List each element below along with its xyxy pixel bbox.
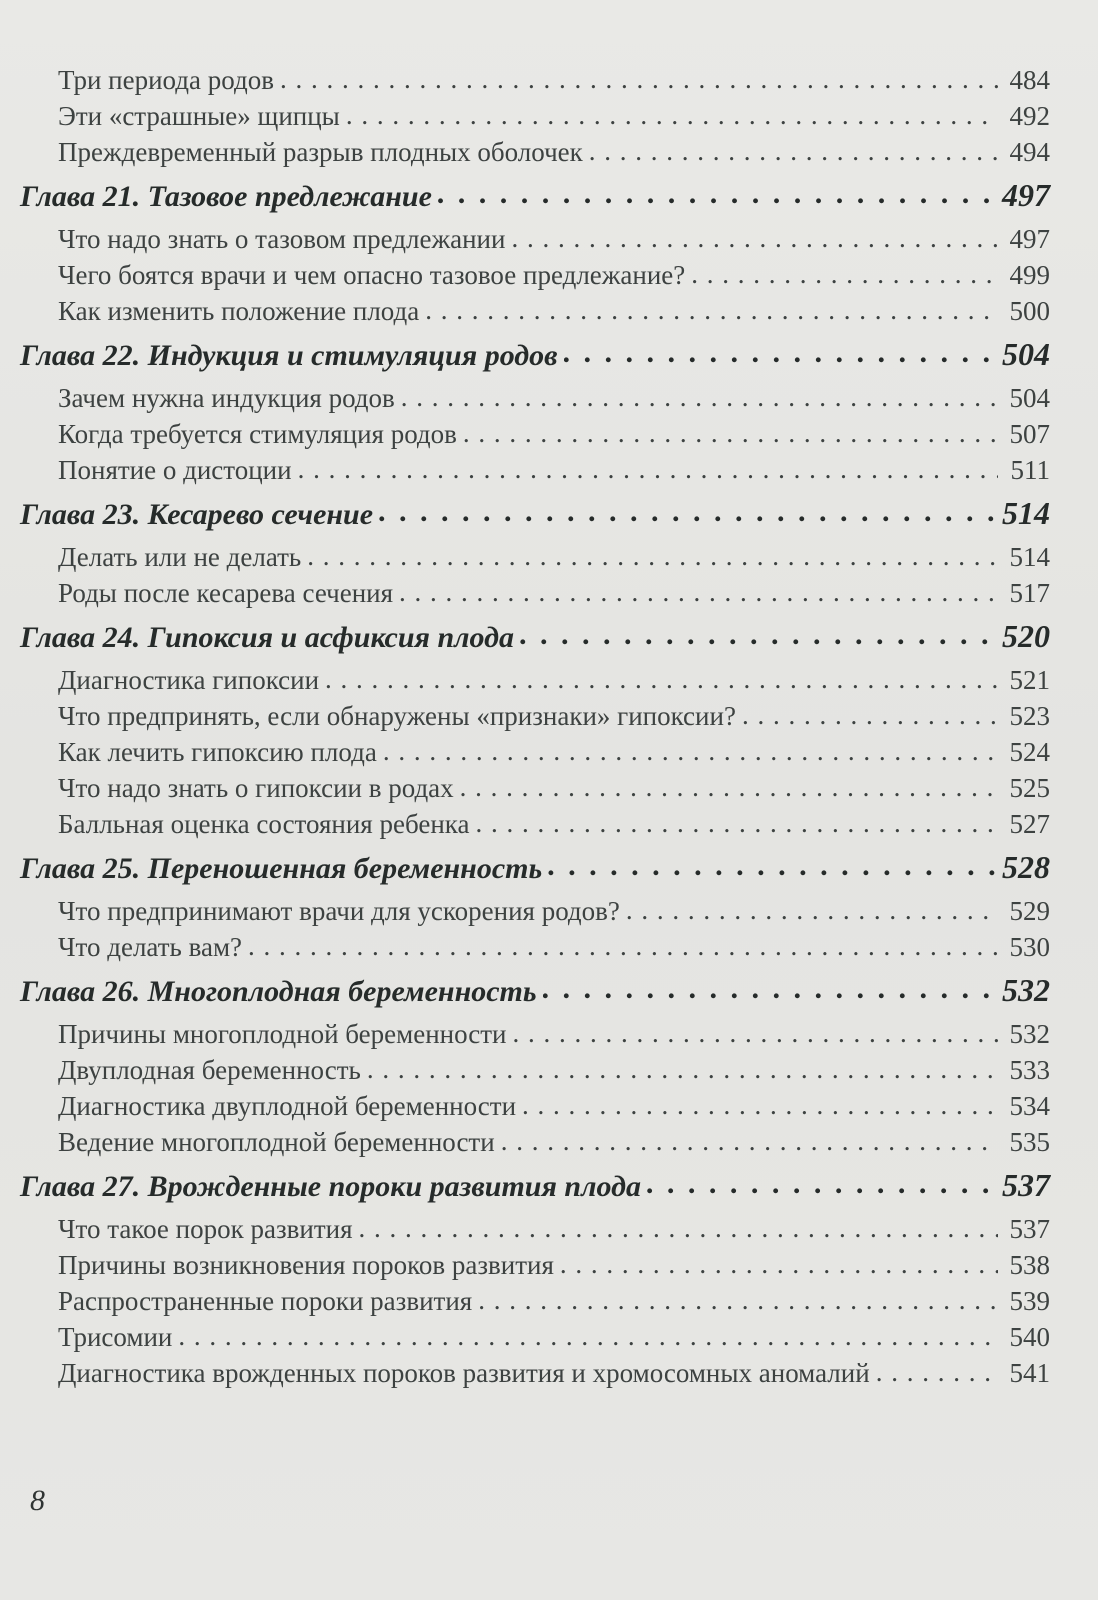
toc-section-entry (20, 1088, 1050, 1124)
chapter-title: Глава 27. Врожденные пороки развития плода (20, 1170, 641, 1203)
page-reference: 511 (1010, 455, 1050, 485)
toc-chapter-entry (20, 335, 1050, 374)
dot-leader (478, 1283, 998, 1310)
section-title: Как лечить гипоксию плода (58, 737, 377, 767)
section-title: Балльная оценка состояния ребенка (58, 809, 470, 839)
section-title: Три периода родов (58, 65, 274, 95)
toc-section-entry (20, 539, 1050, 575)
toc-section-entry (20, 770, 1050, 806)
page-reference: 504 (1002, 336, 1050, 372)
page-reference: 538 (1009, 1250, 1050, 1280)
page-reference: 537 (1009, 1214, 1050, 1244)
toc-section-entry (20, 293, 1050, 329)
section-title: Причины возникновения пороков развития (58, 1250, 554, 1280)
section-title: Диагностика врожденных пороков развития и хромосомных аномалий (58, 1358, 870, 1388)
page-reference: 532 (1002, 972, 1050, 1008)
dot-leader (522, 1088, 998, 1115)
section-title: Что предпринять, если обнаружены «признаки» гипоксии? (58, 701, 736, 731)
section-title: Что надо знать о тазовом предлежании (58, 224, 506, 254)
page-reference: 529 (1009, 896, 1050, 926)
dot-leader (298, 452, 998, 479)
section-title: Что предпринимают врачи для ускорения родов? (58, 896, 620, 926)
toc-section-entry (20, 221, 1050, 257)
chapter-title: Глава 24. Гипоксия и асфиксия плода (20, 621, 515, 654)
page-reference: 525 (1009, 773, 1050, 803)
page-reference: 534 (1009, 1091, 1050, 1121)
dot-leader (425, 293, 998, 320)
section-title: Что надо знать о гипоксии в родах (58, 773, 454, 803)
page-reference: 497 (1002, 177, 1050, 213)
page-reference: 494 (1009, 137, 1050, 167)
section-title: Когда требуется стимуляция родов (58, 419, 457, 449)
page-reference: 524 (1009, 737, 1050, 767)
page-reference: 537 (1002, 1167, 1050, 1203)
page-reference: 517 (1009, 578, 1050, 608)
page-reference: 521 (1009, 665, 1050, 695)
chapter-title: Глава 26. Многоплодная беременность (20, 975, 537, 1008)
section-title: Причины многоплодной беременности (58, 1019, 507, 1049)
toc-chapter-entry (20, 971, 1050, 1010)
dot-leader (367, 1052, 998, 1079)
section-title: Диагностика гипоксии (58, 665, 320, 695)
dot-leader (475, 806, 998, 833)
toc-section-entry (20, 1319, 1050, 1355)
page-number-folio: 8 (30, 1484, 45, 1517)
dot-leader (589, 134, 998, 161)
table-of-contents (20, 62, 1050, 1391)
dot-leader (178, 1319, 998, 1346)
toc-section-entry (20, 1211, 1050, 1247)
page-reference: 520 (1002, 618, 1050, 654)
dot-leader (520, 617, 996, 647)
dot-leader (307, 539, 998, 566)
page-reference: 527 (1009, 809, 1050, 839)
section-title: Диагностика двуплодной беременности (58, 1091, 517, 1121)
toc-section-entry (20, 1016, 1050, 1052)
dot-leader (501, 1124, 998, 1151)
toc-section-entry (20, 62, 1050, 98)
toc-chapter-entry (20, 176, 1050, 215)
dot-leader (463, 416, 998, 443)
dot-leader (560, 1247, 998, 1274)
section-title: Зачем нужна индукция родов (58, 383, 395, 413)
page-reference: 492 (1009, 101, 1050, 131)
toc-chapter-entry (20, 848, 1050, 887)
page-reference: 535 (1009, 1127, 1050, 1157)
toc-section-entry (20, 1052, 1050, 1088)
dot-leader (379, 494, 996, 524)
dot-leader (399, 575, 998, 602)
dot-leader (647, 1166, 996, 1196)
section-title: Распространенные пороки развития (58, 1286, 473, 1316)
toc-section-entry (20, 698, 1050, 734)
page-reference: 530 (1009, 932, 1050, 962)
toc-section-entry (20, 575, 1050, 611)
dot-leader (438, 176, 996, 206)
chapter-title: Глава 23. Кесарево сечение (20, 498, 374, 531)
page-reference: 523 (1009, 701, 1050, 731)
dot-leader (742, 698, 998, 725)
page-reference: 504 (1009, 383, 1050, 413)
dot-leader (460, 770, 998, 797)
section-title: Трисомии (58, 1322, 173, 1352)
chapter-title: Глава 22. Индукция и стимуляция родов (20, 339, 558, 372)
toc-section-entry (20, 806, 1050, 842)
page-reference: 499 (1009, 260, 1050, 290)
toc-chapter-entry (20, 1166, 1050, 1205)
page-reference: 533 (1009, 1055, 1050, 1085)
page-reference: 497 (1009, 224, 1050, 254)
dot-leader (626, 893, 998, 920)
toc-section-entry (20, 134, 1050, 170)
section-title: Что делать вам? (58, 932, 243, 962)
dot-leader (564, 335, 996, 365)
section-title: Преждевременный разрыв плодных оболочек (58, 137, 583, 167)
section-title: Ведение многоплодной беременности (58, 1127, 495, 1157)
page-reference: 500 (1009, 296, 1050, 326)
toc-section-entry (20, 416, 1050, 452)
dot-leader (248, 929, 998, 956)
dot-leader (383, 734, 998, 761)
dot-leader (548, 848, 996, 878)
section-title: Роды после кесарева сечения (58, 578, 394, 608)
dot-leader (280, 62, 998, 89)
page-reference: 514 (1002, 495, 1050, 531)
toc-section-entry (20, 257, 1050, 293)
toc-section-entry (20, 1355, 1050, 1391)
dot-leader (401, 380, 998, 407)
toc-section-entry (20, 734, 1050, 770)
toc-chapter-entry (20, 617, 1050, 656)
dot-leader (346, 98, 998, 125)
section-title: Понятие о дистоции (58, 455, 292, 485)
dot-leader (691, 257, 998, 284)
toc-section-entry (20, 893, 1050, 929)
toc-section-entry (20, 1283, 1050, 1319)
dot-leader (511, 221, 998, 248)
page-reference: 484 (1009, 65, 1050, 95)
page-reference: 532 (1009, 1019, 1050, 1049)
section-title: Делать или не делать (58, 542, 302, 572)
section-title: Чего боятся врачи и чем опасно тазовое предлежание? (58, 260, 686, 290)
section-title: Эти «страшные» щипцы (58, 101, 340, 131)
page-reference: 507 (1009, 419, 1050, 449)
toc-section-entry (20, 452, 1050, 488)
toc-section-entry (20, 1247, 1050, 1283)
dot-leader (359, 1211, 999, 1238)
dot-leader (325, 662, 998, 689)
toc-chapter-entry (20, 494, 1050, 533)
toc-section-entry (20, 98, 1050, 134)
page-reference: 528 (1002, 849, 1050, 885)
toc-section-entry (20, 380, 1050, 416)
section-title: Что такое порок развития (58, 1214, 353, 1244)
page-reference: 539 (1009, 1286, 1050, 1316)
dot-leader (513, 1016, 998, 1043)
page-reference: 541 (1009, 1358, 1050, 1388)
section-title: Двуплодная беременность (58, 1055, 361, 1085)
dot-leader (876, 1355, 998, 1382)
section-title: Как изменить положение плода (58, 296, 420, 326)
dot-leader (543, 971, 996, 1001)
page-reference: 514 (1009, 542, 1050, 572)
toc-section-entry (20, 662, 1050, 698)
chapter-title: Глава 25. Переношенная беременность (20, 852, 543, 885)
chapter-title: Глава 21. Тазовое предлежание (20, 180, 432, 213)
toc-section-entry (20, 1124, 1050, 1160)
page-reference: 540 (1009, 1322, 1050, 1352)
toc-section-entry (20, 929, 1050, 965)
